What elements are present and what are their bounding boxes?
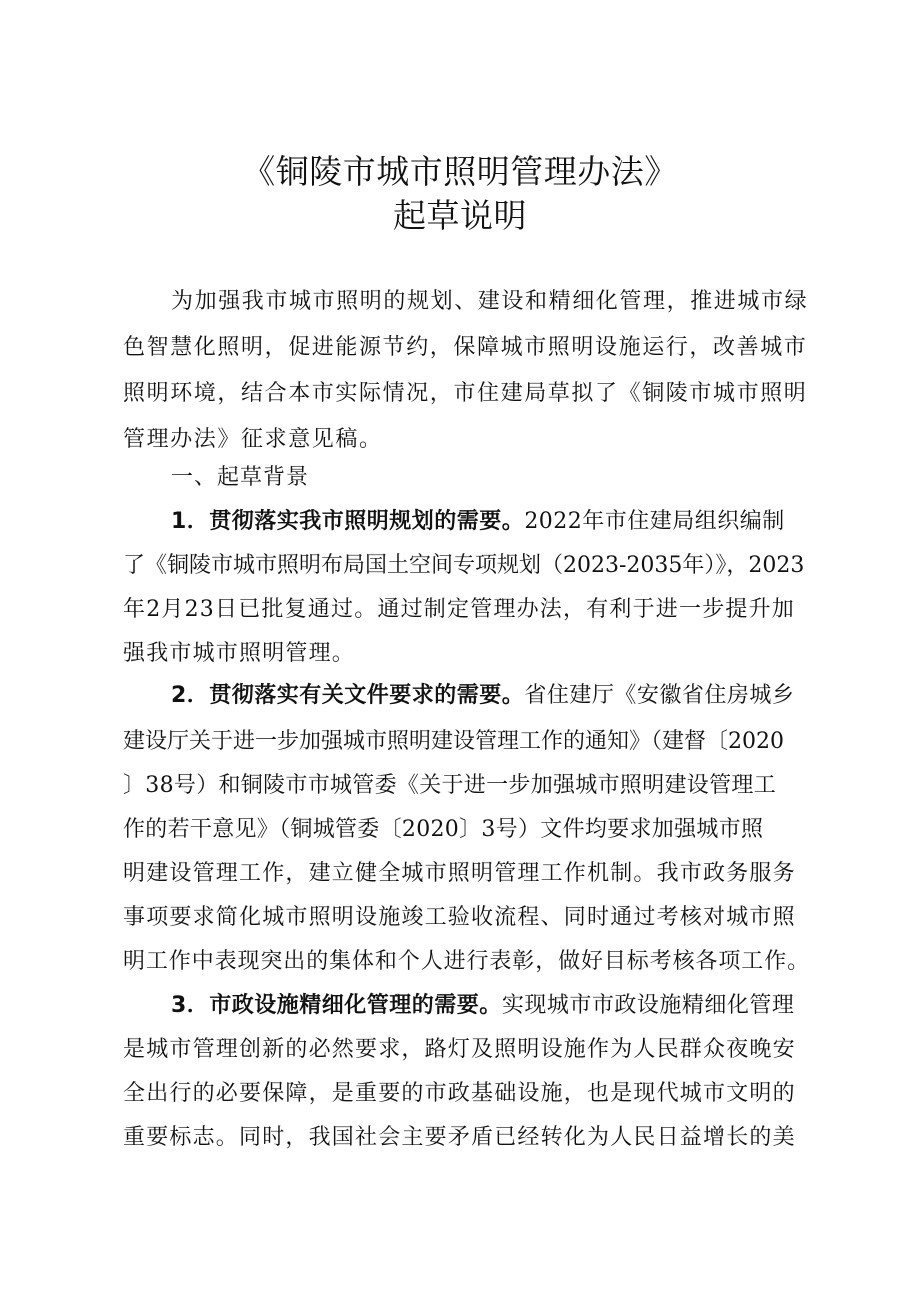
item3-line (0, 1115, 920, 1161)
item1-line-text: 强我市城市照明管理。 (123, 641, 356, 666)
item1-line-text: 2022年市住建局组织编制 (524, 509, 785, 534)
item2-line (0, 895, 920, 941)
item3-line-text: 是城市管理创新的必然要求，路灯及照明设施作为人民群众夜晚安 (123, 1037, 796, 1062)
intro-line-text: 色智慧化照明，促进能源节约，保障城市照明设施运行，改善城市 (123, 335, 808, 360)
item3-line-text: 全出行的必要保障，是重要的市政基础设施，也是现代城市文明的 (123, 1081, 796, 1106)
item3-line (0, 983, 920, 1029)
item1-line (0, 631, 920, 677)
item3-line-text: 实现城市市政设施精细化管理 (501, 993, 795, 1018)
section-heading-text: 一、起草背景 (171, 465, 310, 490)
item1-lead: 1．贯彻落实我市照明规划的需要。 (171, 509, 525, 534)
item2-line-text: 事项要求简化城市照明设施竣工验收流程、同时通过考核对城市照 (123, 905, 796, 930)
item2-lead: 2．贯彻落实有关文件要求的需要。 (171, 683, 525, 708)
item2-line-text: 建设厅关于进一步加强城市照明建设管理工作的通知》（建督〔2020 (123, 729, 784, 754)
section-heading (0, 455, 920, 501)
item2-line (0, 763, 920, 809)
item1-line (0, 543, 920, 589)
item2-line-text: 明工作中表现突出的集体和个人进行表彰，做好目标考核各项工作。 (123, 949, 811, 974)
item3-lead: 3．市政设施精细化管理的需要。 (171, 993, 502, 1018)
document-subtitle: 起草说明 (393, 196, 527, 235)
item1-line (0, 587, 920, 633)
item2-line (0, 673, 920, 719)
item2-line (0, 851, 920, 897)
item2-line-text: 省住建厅《安徽省住房城乡 (524, 683, 795, 708)
intro-line-text: 照明环境，结合本市实际情况，市住建局草拟了《铜陵市城市照明 (123, 381, 808, 406)
item3-line-text: 重要标志。同时，我国社会主要矛盾已经转化为人民日益增长的美 (123, 1125, 796, 1150)
item2-line-text: 〕38号）和铜陵市市城管委《关于进一步加强城市照明建设管理工 (123, 773, 776, 798)
item2-line (0, 939, 920, 985)
item2-line (0, 719, 920, 765)
item3-line (0, 1071, 920, 1117)
item2-line-text: 明建设管理工作，建立健全城市照明管理工作机制。我市政务服务 (123, 861, 796, 886)
intro-line (0, 325, 920, 371)
intro-line-text: 管理办法》征求意见稿。 (123, 427, 383, 452)
intro-line (0, 279, 920, 325)
item2-line (0, 807, 920, 853)
item1-line-text: 了《铜陵市城市照明布局国土空间专项规划（2023-2035年）》，2023 (123, 553, 805, 578)
item1-line-text: 年2月23日已批复通过。通过制定管理办法，有利于进一步提升加 (123, 597, 795, 622)
item1-line (0, 499, 920, 545)
intro-line (0, 371, 920, 417)
item3-line (0, 1027, 920, 1073)
intro-line-text: 为加强我市城市照明的规划、建设和精细化管理，推进城市绿 (171, 289, 809, 314)
item2-line-text: 作的若干意见》（铜城管委〔2020〕3号）文件均要求加强城市照 (123, 817, 764, 842)
document-title: 《铜陵市城市照明管理办法》 (242, 152, 678, 191)
